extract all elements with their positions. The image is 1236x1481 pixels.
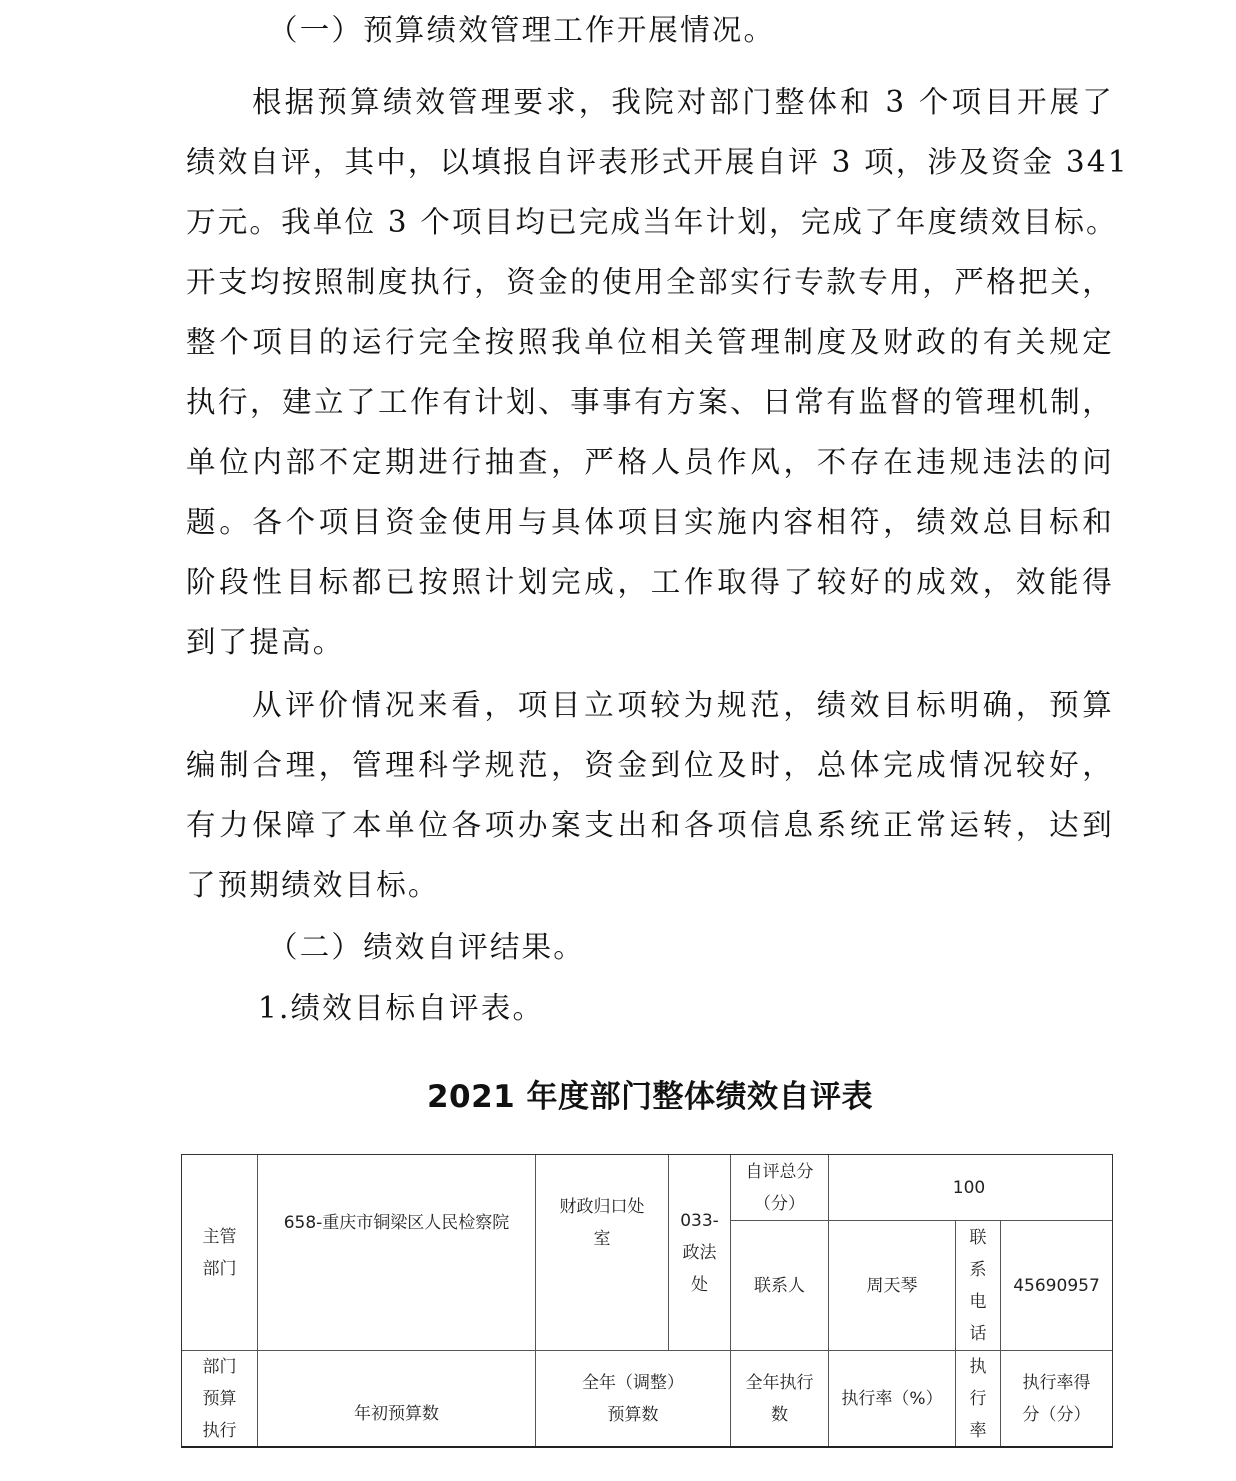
dept-label-cell	[181, 1154, 258, 1351]
exec-score-header-cell	[1000, 1350, 1113, 1448]
subheading: 1.绩效目标自评表。	[258, 991, 545, 1025]
contact-label-cell	[730, 1220, 829, 1351]
adjusted-budget-header: 预算数	[607, 1405, 659, 1425]
paragraph-line: 根据预算绩效管理要求，我院对部门整体和 3 个项目开展了	[252, 85, 1114, 119]
self-score-label-cell	[730, 1154, 829, 1221]
table-title	[0, 1071, 1236, 1116]
section1-heading: （一）预算绩效管理工作开展情况。	[268, 13, 776, 47]
annual-exec-header: 数	[771, 1405, 788, 1425]
phone-label: 电	[969, 1291, 987, 1312]
paragraph-line: 编制合理，管理科学规范，资金到位及时，总体完成情况较好，	[186, 748, 1114, 782]
initial-budget-header-cell	[257, 1350, 536, 1448]
paragraph-line: 到了提高。	[186, 625, 345, 659]
paragraph-line: 执行，建立了工作有计划、事事有方案、日常有监督的管理机制，	[186, 385, 1114, 419]
phone-label: 话	[969, 1323, 987, 1344]
budget-exec-label: 预算	[202, 1389, 237, 1409]
dept-label: 主管	[202, 1226, 237, 1247]
finance-office-value: 处	[691, 1274, 708, 1295]
exec-score-header: 分（分）	[1022, 1405, 1091, 1425]
exec-rate-short-header-cell	[955, 1350, 1001, 1448]
exec-score-header: 执行率得	[1022, 1373, 1091, 1393]
dept-value-cell	[257, 1154, 536, 1351]
contact-value: 周天琴	[866, 1275, 918, 1296]
self-score-value: 100	[952, 1177, 986, 1198]
adjusted-budget-header: 全年（调整）	[582, 1373, 684, 1393]
table-title-text: 2021 年度部门整体绩效自评表	[426, 1079, 874, 1115]
paragraph-line: 整个项目的运行完全按照我单位相关管理制度及财政的有关规定	[186, 325, 1114, 359]
exec-rate-header: 执行率（%）	[841, 1389, 943, 1409]
finance-office-value: 政法	[682, 1242, 717, 1263]
paragraph-line: 题。各个项目资金使用与具体项目实施内容相符，绩效总目标和	[186, 505, 1114, 539]
self-score-label: （分）	[754, 1193, 805, 1214]
contact-value-cell	[828, 1220, 956, 1351]
exec-rate-short-header: 行	[969, 1389, 987, 1409]
finance-office-label: 财政归口处	[559, 1196, 645, 1217]
self-score-value-cell	[828, 1154, 1113, 1221]
annual-exec-header: 全年执行	[745, 1373, 814, 1393]
paragraph-line: 绩效自评，其中，以填报自评表形式开展自评 3 项，涉及资金 341	[186, 145, 1129, 179]
section2-heading: （二）绩效自评结果。	[268, 930, 586, 964]
self-score-label: 自评总分	[745, 1161, 814, 1182]
finance-office-value-cell	[668, 1154, 731, 1351]
paragraph-line: 了预期绩效目标。	[186, 868, 440, 902]
phone-label-cell	[955, 1220, 1001, 1351]
exec-rate-header-cell	[828, 1350, 956, 1448]
initial-budget-header: 年初预算数	[354, 1404, 439, 1424]
phone-label: 联	[969, 1227, 987, 1248]
budget-exec-label: 执行	[202, 1421, 237, 1441]
exec-rate-short-header: 执	[969, 1357, 987, 1377]
exec-rate-short-header: 率	[969, 1421, 987, 1441]
paragraph-line: 从评价情况来看，项目立项较为规范，绩效目标明确，预算	[252, 688, 1114, 722]
paragraph-line: 阶段性目标都已按照计划完成，工作取得了较好的成效，效能得	[186, 565, 1114, 599]
phone-value: 45690957	[1013, 1275, 1100, 1296]
finance-office-label-cell	[535, 1154, 669, 1351]
contact-label: 联系人	[754, 1275, 805, 1296]
budget-exec-label: 部门	[202, 1357, 237, 1377]
paragraph-line: 有力保障了本单位各项办案支出和各项信息系统正常运转，达到	[186, 808, 1114, 842]
dept-value: 658-重庆市铜梁区人民检察院	[283, 1212, 510, 1233]
paragraph-line: 单位内部不定期进行抽查，严格人员作风，不存在违规违法的问	[186, 445, 1114, 479]
phone-label: 系	[969, 1259, 987, 1280]
paragraph-line: 万元。我单位 3 个项目均已完成当年计划，完成了年度绩效目标。	[186, 205, 1118, 239]
adjusted-budget-header-cell	[535, 1350, 731, 1448]
finance-office-label: 室	[593, 1228, 611, 1249]
budget-exec-label-cell	[181, 1350, 258, 1448]
annual-exec-header-cell	[730, 1350, 829, 1448]
finance-office-value: 033-	[680, 1210, 719, 1231]
dept-label: 部门	[202, 1258, 237, 1279]
phone-value-cell	[1000, 1220, 1113, 1351]
paragraph-line: 开支均按照制度执行，资金的使用全部实行专款专用，严格把关，	[186, 265, 1114, 299]
